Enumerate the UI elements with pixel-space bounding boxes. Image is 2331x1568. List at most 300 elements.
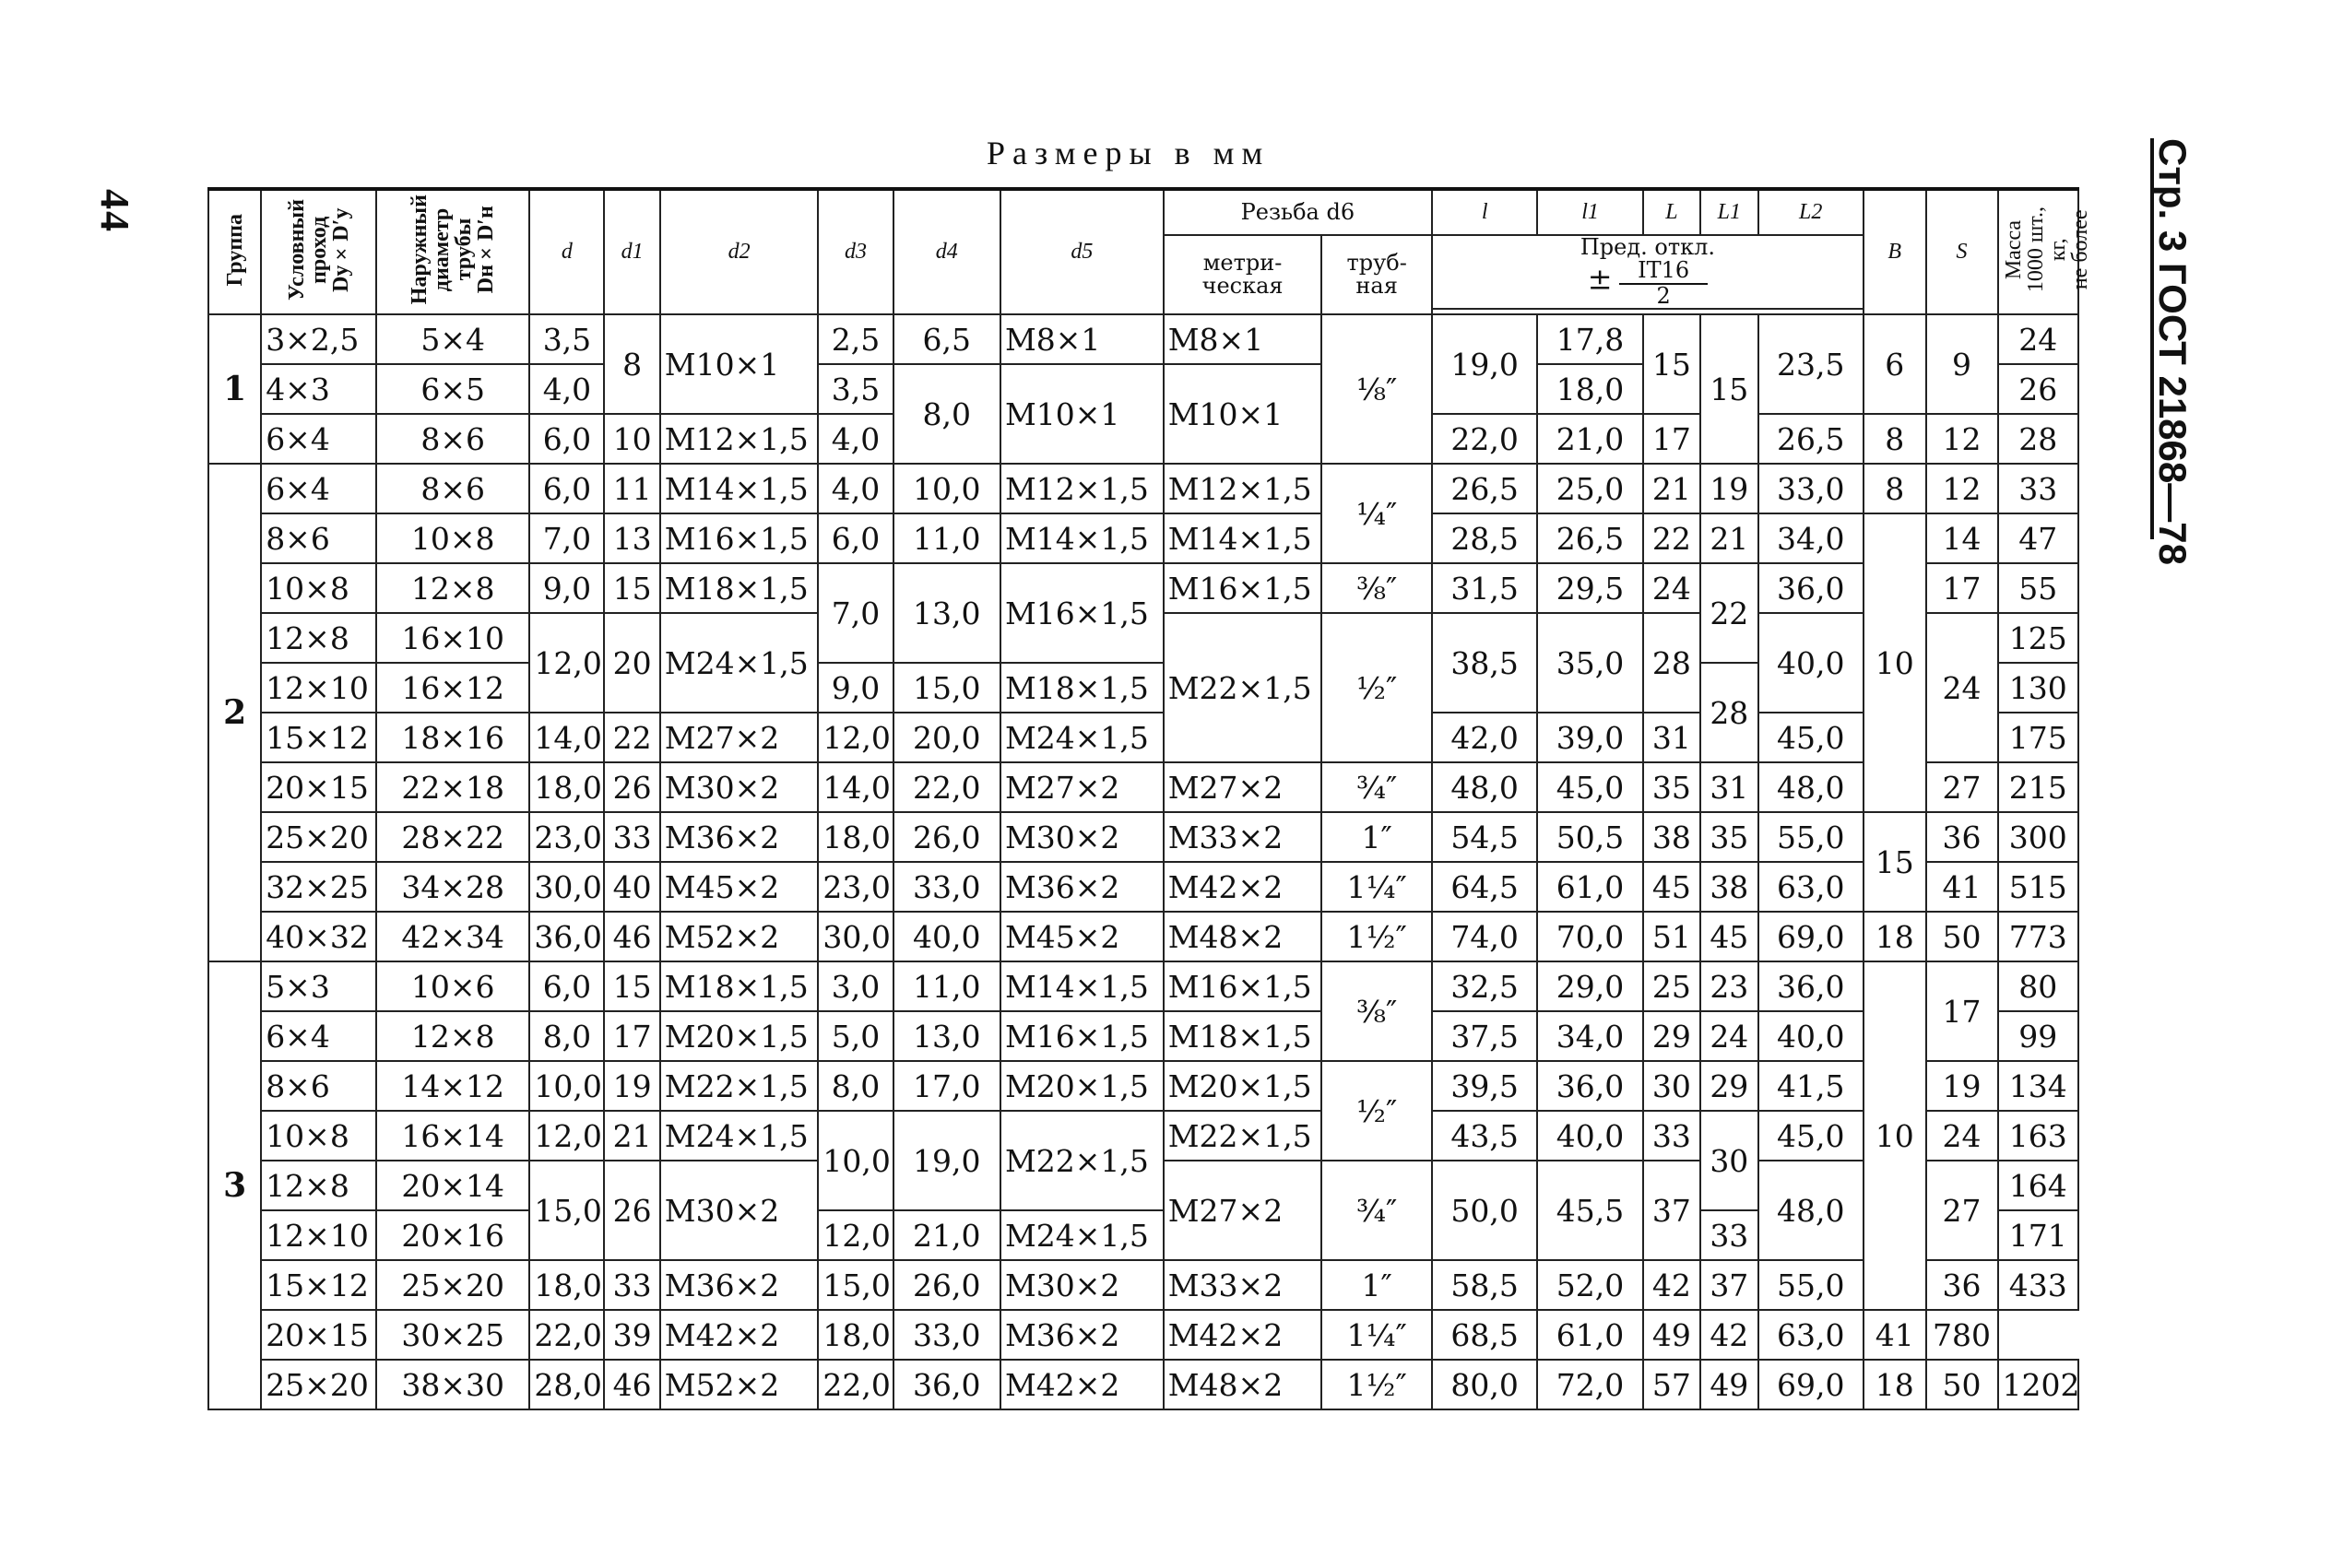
cell-d1: 33: [604, 812, 659, 862]
cell-pipe: 1½″: [1321, 1360, 1432, 1409]
cell-pipe: ⅛″: [1321, 314, 1432, 464]
cell-d: 6,0: [529, 414, 604, 464]
header-l1: l1: [1537, 189, 1642, 235]
cell-S: 41: [1864, 1310, 1926, 1360]
cell-l: 43,5: [1432, 1111, 1537, 1161]
cell-L2: 23,5: [1758, 314, 1864, 414]
cell-l1: 61,0: [1537, 1310, 1642, 1360]
cell-d: 3,5: [529, 314, 604, 364]
cell-metric: M48×2: [1164, 1360, 1322, 1409]
table-row: [208, 1111, 2078, 1161]
cell-d4: 15,0: [893, 663, 1000, 713]
cell-dn: 5×4: [376, 314, 529, 364]
cell-d3: 9,0: [818, 663, 893, 713]
cell-mass: 26: [1998, 364, 2079, 414]
cell-mass: 134: [1998, 1061, 2079, 1111]
cell-L1: 24: [1700, 1011, 1757, 1061]
cell-l: 37,5: [1432, 1011, 1537, 1061]
cell-S: 9: [1926, 314, 1998, 414]
cell-L: 45: [1643, 862, 1700, 912]
page-number: 44: [92, 189, 137, 233]
cell-L: 31: [1643, 713, 1700, 762]
cell-L2: 45,0: [1758, 713, 1864, 762]
cell-d2: M12×1,5: [660, 414, 819, 464]
cell-l: 19,0: [1432, 314, 1537, 414]
cell-d2: M18×1,5: [660, 961, 819, 1011]
cell-d2: M14×1,5: [660, 464, 819, 513]
cell-d2: M24×1,5: [660, 613, 819, 713]
cell-S: 17: [1926, 961, 1998, 1061]
header-d4: d4: [893, 189, 1000, 314]
cell-d5: M27×2: [1000, 762, 1164, 812]
cell-d2: M30×2: [660, 762, 819, 812]
cell-d5: M16×1,5: [1000, 563, 1164, 663]
cell-l1: 61,0: [1537, 862, 1642, 912]
cell-d5: M36×2: [1000, 862, 1164, 912]
cell-L2: 55,0: [1758, 812, 1864, 862]
cell-d3: 18,0: [818, 812, 893, 862]
cell-pipe: ⅜″: [1321, 961, 1432, 1061]
cell-l: 42,0: [1432, 713, 1537, 762]
cell-metric: M48×2: [1164, 912, 1322, 961]
cell-mass: 171: [1998, 1210, 2079, 1260]
cell-d5: M12×1,5: [1000, 464, 1164, 513]
cell-d4: 40,0: [893, 912, 1000, 961]
header-tolerance: [1432, 235, 1864, 309]
group-number: 2: [208, 464, 261, 961]
header-l: l: [1432, 189, 1537, 235]
cell-l: 26,5: [1432, 464, 1537, 513]
cell-dy: 25×20: [261, 1360, 376, 1409]
cell-mass: 780: [1926, 1310, 1998, 1360]
header-d1: d1: [604, 189, 659, 314]
cell-d3: 12,0: [818, 713, 893, 762]
cell-d5: M16×1,5: [1000, 1011, 1164, 1061]
cell-mass: 125: [1998, 613, 2079, 663]
cell-S: 27: [1926, 762, 1998, 812]
cell-l1: 50,5: [1537, 812, 1642, 862]
tolerance-denominator: 2: [1656, 282, 1671, 309]
cell-d2: M36×2: [660, 1260, 819, 1310]
cell-dn: 8×6: [376, 414, 529, 464]
cell-mass: 1202: [1998, 1360, 2079, 1409]
header-d2: d2: [660, 189, 819, 314]
cell-L1: 29: [1700, 1061, 1757, 1111]
cell-d4: 11,0: [893, 513, 1000, 563]
cell-L: 22: [1643, 513, 1700, 563]
cell-L: 21: [1643, 464, 1700, 513]
cell-d: 4,0: [529, 364, 604, 414]
cell-d4: 17,0: [893, 1061, 1000, 1111]
table-row: [208, 513, 2078, 563]
cell-metric: M18×1,5: [1164, 1011, 1322, 1061]
cell-dn: 38×30: [376, 1360, 529, 1409]
cell-mass: 24: [1998, 314, 2079, 364]
cell-l: 64,5: [1432, 862, 1537, 912]
cell-d5: M18×1,5: [1000, 663, 1164, 713]
table-row: [208, 1061, 2078, 1111]
cell-S: 12: [1926, 414, 1998, 464]
cell-l1: 26,5: [1537, 513, 1642, 563]
cell-l: 74,0: [1432, 912, 1537, 961]
cell-l1: 72,0: [1537, 1360, 1642, 1409]
cell-L1: 28: [1700, 663, 1757, 762]
cell-L1: 42: [1700, 1310, 1757, 1360]
cell-dn: 28×22: [376, 812, 529, 862]
cell-d: 6,0: [529, 464, 604, 513]
cell-d1: 19: [604, 1061, 659, 1111]
cell-d: 7,0: [529, 513, 604, 563]
cell-L1: 15: [1700, 314, 1757, 464]
header-S: S: [1926, 189, 1998, 314]
cell-dy: 10×8: [261, 1111, 376, 1161]
cell-dy: 12×10: [261, 1210, 376, 1260]
cell-dy: 6×4: [261, 464, 376, 513]
cell-d2: M36×2: [660, 812, 819, 862]
cell-l1: 45,0: [1537, 762, 1642, 812]
cell-d4: 13,0: [893, 563, 1000, 663]
cell-d2: M20×1,5: [660, 1011, 819, 1061]
cell-l1: 34,0: [1537, 1011, 1642, 1061]
cell-d1: 39: [604, 1310, 659, 1360]
cell-mass: 28: [1998, 414, 2079, 464]
cell-d1: 11: [604, 464, 659, 513]
table-row: [208, 912, 2078, 961]
cell-metric: M20×1,5: [1164, 1061, 1322, 1111]
cell-d4: 10,0: [893, 464, 1000, 513]
cell-l1: 70,0: [1537, 912, 1642, 961]
cell-d1: 26: [604, 762, 659, 812]
cell-pipe: 1″: [1321, 812, 1432, 862]
cell-d3: 15,0: [818, 1260, 893, 1310]
cell-d1: 15: [604, 961, 659, 1011]
cell-dy: 6×4: [261, 414, 376, 464]
cell-dy: 12×10: [261, 663, 376, 713]
cell-mass: 433: [1998, 1260, 2079, 1310]
cell-pipe: ½″: [1321, 1061, 1432, 1161]
cell-mass: 47: [1998, 513, 2079, 563]
cell-L2: 63,0: [1758, 862, 1864, 912]
cell-dy: 8×6: [261, 513, 376, 563]
cell-dy: 12×8: [261, 613, 376, 663]
cell-B: 10: [1864, 513, 1926, 812]
cell-d3: 18,0: [818, 1310, 893, 1360]
cell-d: 36,0: [529, 912, 604, 961]
cell-metric: M42×2: [1164, 862, 1322, 912]
table-row: [208, 314, 2078, 364]
cell-L2: 36,0: [1758, 961, 1864, 1011]
cell-mass: 515: [1998, 862, 2079, 912]
cell-d5: M24×1,5: [1000, 713, 1164, 762]
cell-pipe: ¾″: [1321, 1161, 1432, 1260]
cell-d3: 6,0: [818, 513, 893, 563]
cell-l: 31,5: [1432, 563, 1537, 613]
tolerance-fraction: [1619, 259, 1708, 307]
cell-S: 12: [1926, 464, 1998, 513]
cell-d3: 10,0: [818, 1111, 893, 1210]
cell-L1: 49: [1700, 1360, 1757, 1409]
cell-d1: 20: [604, 613, 659, 713]
cell-L1: 35: [1700, 812, 1757, 862]
cell-metric: M33×2: [1164, 812, 1322, 862]
cell-l1: 29,0: [1537, 961, 1642, 1011]
cell-dy: 12×8: [261, 1161, 376, 1210]
cell-L1: 30: [1700, 1111, 1757, 1210]
cell-dn: 20×16: [376, 1210, 529, 1260]
cell-metric: M22×1,5: [1164, 613, 1322, 762]
cell-L2: 40,0: [1758, 1011, 1864, 1061]
tolerance-label: Пред. откл.: [1580, 234, 1715, 261]
cell-d: 10,0: [529, 1061, 604, 1111]
cell-d4: 6,5: [893, 314, 1000, 364]
cell-L: 35: [1643, 762, 1700, 812]
cell-d1: 26: [604, 1161, 659, 1260]
cell-dn: 10×6: [376, 961, 529, 1011]
cell-l1: 52,0: [1537, 1260, 1642, 1310]
cell-pipe: ½″: [1321, 613, 1432, 762]
cell-d4: 26,0: [893, 1260, 1000, 1310]
cell-d3: 4,0: [818, 464, 893, 513]
cell-L: 51: [1643, 912, 1700, 961]
cell-dn: 16×12: [376, 663, 529, 713]
cell-metric: M16×1,5: [1164, 961, 1322, 1011]
cell-d5: M14×1,5: [1000, 961, 1164, 1011]
cell-d3: 2,5: [818, 314, 893, 364]
cell-d1: 21: [604, 1111, 659, 1161]
cell-d4: 22,0: [893, 762, 1000, 812]
cell-metric: M12×1,5: [1164, 464, 1322, 513]
cell-S: 50: [1926, 912, 1998, 961]
cell-metric: M27×2: [1164, 762, 1322, 812]
table-row: [208, 762, 2078, 812]
dimensions-table: [207, 187, 2092, 1410]
cell-L1: 38: [1700, 862, 1757, 912]
header-dn: Наружный диаметр трубы Dн×D′н: [376, 189, 529, 314]
table-header: [208, 189, 2092, 314]
cell-dy: 4×3: [261, 364, 376, 414]
cell-S: 50: [1926, 1360, 1998, 1409]
cell-metric: M16×1,5: [1164, 563, 1322, 613]
cell-d5: M42×2: [1000, 1360, 1164, 1409]
cell-d3: 4,0: [818, 414, 893, 464]
cell-d1: 22: [604, 713, 659, 762]
cell-l: 22,0: [1432, 414, 1537, 464]
cell-l1: 36,0: [1537, 1061, 1642, 1111]
table-row: [208, 812, 2078, 862]
cell-d5: M22×1,5: [1000, 1111, 1164, 1210]
cell-d: 8,0: [529, 1011, 604, 1061]
cell-d4: 11,0: [893, 961, 1000, 1011]
cell-B: 8: [1864, 464, 1926, 513]
cell-d4: 8,0: [893, 364, 1000, 464]
cell-d1: 46: [604, 912, 659, 961]
cell-l1: 21,0: [1537, 414, 1642, 464]
cell-d3: 3,0: [818, 961, 893, 1011]
cell-d4: 21,0: [893, 1210, 1000, 1260]
header-d3: d3: [818, 189, 893, 314]
cell-l1: 25,0: [1537, 464, 1642, 513]
cell-d1: 33: [604, 1260, 659, 1310]
cell-pipe: 1″: [1321, 1260, 1432, 1310]
cell-S: 41: [1926, 862, 1998, 912]
cell-d4: 33,0: [893, 1310, 1000, 1360]
cell-d4: 26,0: [893, 812, 1000, 862]
cell-mass: 130: [1998, 663, 2079, 713]
cell-d: 15,0: [529, 1161, 604, 1260]
cell-d4: 33,0: [893, 862, 1000, 912]
cell-dy: 15×12: [261, 713, 376, 762]
cell-metric: M10×1: [1164, 364, 1322, 464]
cell-l1: 18,0: [1537, 364, 1642, 414]
cell-L: 49: [1643, 1310, 1700, 1360]
cell-S: 19: [1926, 1061, 1998, 1111]
table-row: [208, 563, 2078, 613]
cell-L: 57: [1643, 1360, 1700, 1409]
cell-l: 32,5: [1432, 961, 1537, 1011]
cell-d: 28,0: [529, 1360, 604, 1409]
cell-d: 9,0: [529, 563, 604, 613]
cell-S: 14: [1926, 513, 1998, 563]
cell-d2: M45×2: [660, 862, 819, 912]
cell-L1: 23: [1700, 961, 1757, 1011]
cell-pipe: 1¼″: [1321, 1310, 1432, 1360]
header-pipe: труб- ная: [1321, 235, 1432, 314]
table-row: [208, 1011, 2078, 1061]
cell-dy: 40×32: [261, 912, 376, 961]
cell-d: 22,0: [529, 1310, 604, 1360]
cell-dn: 6×5: [376, 364, 529, 414]
cell-dn: 16×10: [376, 613, 529, 663]
cell-L: 15: [1643, 314, 1700, 414]
cell-L: 42: [1643, 1260, 1700, 1310]
cell-d3: 8,0: [818, 1061, 893, 1111]
cell-d: 18,0: [529, 762, 604, 812]
cell-L1: 37: [1700, 1260, 1757, 1310]
cell-B: 18: [1864, 1360, 1926, 1409]
cell-d5: M45×2: [1000, 912, 1164, 961]
cell-d3: 30,0: [818, 912, 893, 961]
cell-d2: M52×2: [660, 912, 819, 961]
cell-d3: 22,0: [818, 1360, 893, 1409]
cell-d1: 15: [604, 563, 659, 613]
cell-B: 10: [1864, 961, 1926, 1310]
cell-l: 28,5: [1432, 513, 1537, 563]
cell-metric: M27×2: [1164, 1161, 1322, 1260]
cell-L2: 69,0: [1758, 1360, 1864, 1409]
table-row: [208, 1260, 2078, 1310]
cell-dn: 34×28: [376, 862, 529, 912]
cell-L: 37: [1643, 1161, 1700, 1260]
cell-dy: 10×8: [261, 563, 376, 613]
cell-pipe: 1¼″: [1321, 862, 1432, 912]
cell-d3: 7,0: [818, 563, 893, 663]
cell-dn: 10×8: [376, 513, 529, 563]
cell-l1: 29,5: [1537, 563, 1642, 613]
group-number: 3: [208, 961, 261, 1409]
group-number: 1: [208, 314, 261, 464]
cell-d: 30,0: [529, 862, 604, 912]
cell-dn: 14×12: [376, 1061, 529, 1111]
cell-l: 38,5: [1432, 613, 1537, 713]
cell-l: 54,5: [1432, 812, 1537, 862]
cell-d2: M30×2: [660, 1161, 819, 1260]
tolerance-numerator: IT16: [1619, 259, 1708, 284]
cell-L: 29: [1643, 1011, 1700, 1061]
cell-L: 30: [1643, 1061, 1700, 1111]
cell-d3: 23,0: [818, 862, 893, 912]
cell-mass: 300: [1998, 812, 2079, 862]
cell-L2: 45,0: [1758, 1111, 1864, 1161]
cell-dy: 8×6: [261, 1061, 376, 1111]
cell-dy: 20×15: [261, 1310, 376, 1360]
cell-l: 58,5: [1432, 1260, 1537, 1310]
cell-L: 38: [1643, 812, 1700, 862]
cell-d5: M30×2: [1000, 812, 1164, 862]
table-title: Размеры в мм: [987, 135, 1271, 171]
cell-d4: 36,0: [893, 1360, 1000, 1409]
cell-L1: 21: [1700, 513, 1757, 563]
cell-B: 8: [1864, 414, 1926, 464]
cell-d2: M24×1,5: [660, 1111, 819, 1161]
cell-d5: M24×1,5: [1000, 1210, 1164, 1260]
cell-L2: 63,0: [1758, 1310, 1864, 1360]
table-row: [208, 961, 2078, 1011]
cell-d2: M42×2: [660, 1310, 819, 1360]
cell-pipe: ¼″: [1321, 464, 1432, 563]
cell-l: 48,0: [1432, 762, 1537, 812]
cell-d5: M8×1: [1000, 314, 1164, 364]
cell-B: 6: [1864, 314, 1926, 414]
cell-metric: M14×1,5: [1164, 513, 1322, 563]
cell-S: 27: [1926, 1161, 1998, 1260]
cell-L: 33: [1643, 1111, 1700, 1161]
cell-l: 50,0: [1432, 1161, 1537, 1260]
cell-mass: 163: [1998, 1111, 2079, 1161]
cell-mass: 175: [1998, 713, 2079, 762]
cell-dy: 15×12: [261, 1260, 376, 1310]
cell-d2: M27×2: [660, 713, 819, 762]
cell-L1: 22: [1700, 563, 1757, 663]
header-metric: метри- ческая: [1164, 235, 1322, 314]
cell-d5: M36×2: [1000, 1310, 1164, 1360]
cell-l: 80,0: [1432, 1360, 1537, 1409]
tolerance-formula: [1437, 259, 1859, 307]
cell-mass: 215: [1998, 762, 2079, 812]
cell-d1: 46: [604, 1360, 659, 1409]
cell-L2: 48,0: [1758, 1161, 1864, 1260]
cell-L2: 33,0: [1758, 464, 1864, 513]
cell-d2: M22×1,5: [660, 1061, 819, 1111]
cell-d1: 17: [604, 1011, 659, 1061]
cell-l1: 17,8: [1537, 314, 1642, 364]
cell-d: 12,0: [529, 613, 604, 713]
cell-d5: M20×1,5: [1000, 1061, 1164, 1111]
cell-dn: 18×16: [376, 713, 529, 762]
cell-l1: 45,5: [1537, 1161, 1642, 1260]
header-mass: Масса 1000 шт., кг, не более: [1998, 189, 2079, 314]
cell-dn: 25×20: [376, 1260, 529, 1310]
cell-d2: M18×1,5: [660, 563, 819, 613]
cell-d4: 20,0: [893, 713, 1000, 762]
cell-L1: 33: [1700, 1210, 1757, 1260]
cell-L2: 40,0: [1758, 613, 1864, 713]
cell-L2: 26,5: [1758, 414, 1864, 464]
cell-l: 68,5: [1432, 1310, 1537, 1360]
table-row: [208, 1360, 2078, 1409]
cell-d4: 13,0: [893, 1011, 1000, 1061]
cell-mass: 55: [1998, 563, 2079, 613]
cell-L1: 45: [1700, 912, 1757, 961]
